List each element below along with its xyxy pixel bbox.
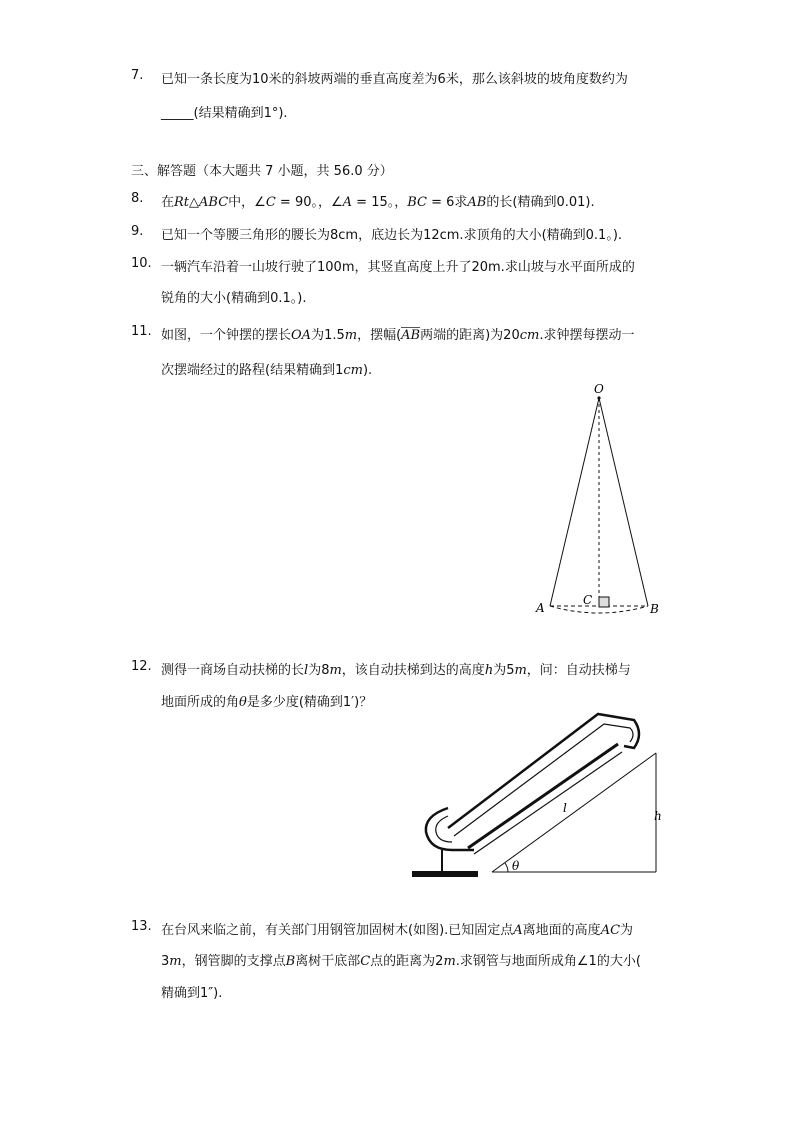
pendulum-figure <box>530 378 670 623</box>
question-13-line-2: 3m，钢管脚的支撑点B离树干底部C点的距离为2m.求钢管与地面所成角∠1的大小( <box>161 954 641 969</box>
right-angle-mark <box>599 597 609 607</box>
question-11-line-2: 次摆端经过的路程(结果精确到1cm). <box>161 363 373 378</box>
section-heading: 三、解答题（本大题共 7 小题，共 56.0 分） <box>131 164 393 179</box>
question-number: 7. <box>131 68 144 83</box>
pendulum-arm-ob <box>599 398 648 606</box>
question-12-line-1: 测得一商场自动扶梯的长l为8m，该自动扶梯到达的高度h为5m，问：自动扶梯与 <box>161 663 631 678</box>
question-7-line-1: 已知一条长度为10米的斜坡两端的垂直高度差为6米，那么该斜坡的坡角度数约为 <box>161 72 628 87</box>
escalator-handrail-outer <box>448 714 639 828</box>
question-12-line-2: 地面所成的角θ是多少度(精确到1′)？ <box>161 695 373 710</box>
question-11-line-1: 如图，一个钟摆的摆长OA为1.5m，摆幅(AB两端的距离)为20cm.求钟摆每摆动一 <box>161 328 635 343</box>
label-h: h <box>654 809 662 823</box>
question-number: 13. <box>131 919 152 934</box>
escalator-lower-curl-inner <box>436 816 452 842</box>
question-number: 12. <box>131 659 152 674</box>
arc-ab-symbol: AB <box>401 328 421 343</box>
escalator-lower-band <box>474 752 622 854</box>
question-13-line-3: 精确到1″). <box>161 986 223 1001</box>
question-number: 11. <box>131 324 152 339</box>
question-9-text: 已知一个等腰三角形的腰长为8cm，底边长为12cm.求顶角的大小(精确到0.1。). <box>161 228 623 243</box>
pendulum-arm-oa <box>550 398 599 606</box>
question-number: 8. <box>131 191 144 206</box>
label-l: l <box>563 801 567 815</box>
label-theta: θ <box>512 859 520 873</box>
question-7-line-2: _____(结果精确到1°). <box>161 106 288 121</box>
escalator-base <box>412 871 478 877</box>
escalator-figure <box>408 708 670 883</box>
question-8-text: 在Rt△ABC中，∠C = 90。，∠A = 15。，BC = 6求AB的长(精确到0.01). <box>161 195 595 210</box>
question-number: 10. <box>131 256 152 271</box>
label-a: A <box>536 601 545 615</box>
question-10-line-1: 一辆汽车沿着一山坡行驶了100m，其竖直高度上升了20m.求山坡与水平面所成的 <box>161 260 635 275</box>
question-10-line-2: 锐角的大小(精确到0.1。). <box>161 291 307 306</box>
question-number: 9. <box>131 224 144 239</box>
label-o: O <box>594 382 604 396</box>
question-13-line-1: 在台风来临之前，有关部门用钢管加固树木(如图).已知固定点A离地面的高度AC为 <box>161 923 634 938</box>
angle-theta-arc <box>505 863 508 872</box>
escalator-handrail-inner <box>454 724 633 836</box>
label-b: B <box>650 602 659 616</box>
label-c: C <box>583 593 593 607</box>
